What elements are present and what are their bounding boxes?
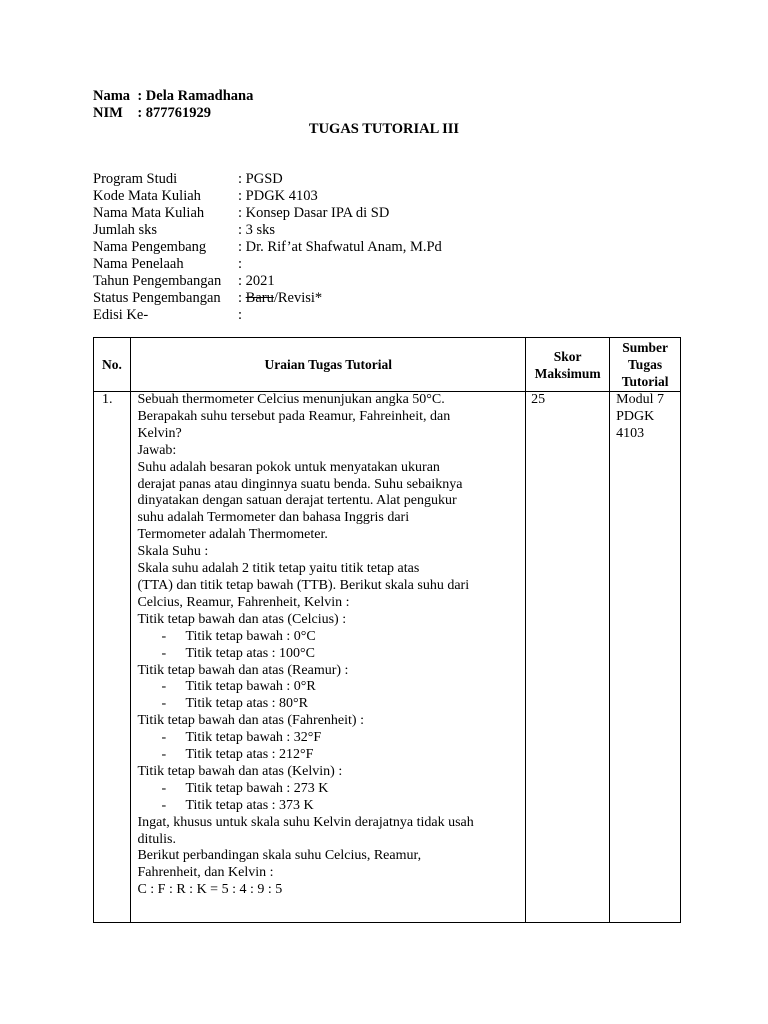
bullet-item [137,679,519,696]
bullet-text: Titik tetap atas : 80°R [185,696,308,712]
bullet-text: Titik tetap bawah : 0°C [185,628,316,644]
info-row [93,171,442,188]
info-value: : Dr. Rif’at Shafwatul Anam, M.Pd [238,239,442,255]
text-line: Sebuah thermometer Celcius menunjukan angka 50°C. [137,392,445,407]
info-row [93,307,442,324]
bullet-text: Titik tetap atas : 100°C [185,645,315,661]
info-row [93,290,442,307]
info-value: : PDGK 4103 [238,188,318,204]
course-info-block [93,171,442,324]
text-line: Berapakah suhu tersebut pada Reamur, Fahreinheit, dan [137,408,451,424]
info-label: Nama Pengembang [93,239,207,255]
text-line: C : F : R : K = 5 : 4 : 9 : 5 [137,882,283,898]
text-line: dinyatakan dengan satuan derajat tertentu. Alat pengukur [137,493,457,509]
info-value: : 3 sks [238,222,276,238]
bullet-item [137,798,519,815]
info-row [93,273,442,290]
row-number: 1. [94,392,131,923]
info-value: : PGSD [238,171,283,187]
dash-bullet-icon: - [161,797,167,813]
dash-bullet-icon: - [161,780,167,796]
row-sumber [610,392,681,923]
bullet-text: Titik tetap bawah : 0°R [185,679,316,695]
info-value: : [238,256,243,272]
bullet-text: Titik tetap atas : 212°F [185,747,314,763]
text-line: Skala Suhu : [137,544,209,560]
text-line: Jawab: [137,442,177,458]
text-line: (TTA) dan titik tetap bawah (TTB). Berikut skala suhu dari [137,577,470,593]
dash-bullet-icon: - [161,645,167,661]
text-line: Fahrenheit, dan Kelvin : [137,865,274,881]
info-row [93,256,442,273]
info-label: Edisi Ke- [93,307,149,323]
nim-value: 877761929 [145,105,212,121]
bullet-item [137,730,519,747]
info-label: Nama Mata Kuliah [93,205,205,221]
text-line: Titik tetap bawah dan atas (Celcius) : [137,611,347,627]
header-skor-line: Skor [553,348,582,364]
info-row [93,188,442,205]
dash-bullet-icon: - [161,730,167,746]
row-skor: 25 [526,392,610,923]
text-line: Ingat, khusus untuk skala suhu Kelvin derajatnya tidak usah [137,814,474,830]
bullet-item [137,696,519,713]
info-label: Jumlah sks [93,222,158,238]
tutorial-task-table [93,337,681,923]
header-uraian: Uraian Tugas Tutorial [131,338,526,392]
info-label: Tahun Pengembangan [93,273,222,289]
text-line: Termometer adalah Thermometer. [137,527,328,543]
sumber-line: Modul 7 [616,392,664,407]
bullet-text: Titik tetap atas : 373 K [185,797,314,813]
text-line: Celcius, Reamur, Fahrenheit, Kelvin : [137,594,350,610]
info-value-struck: Baru [245,290,274,306]
header-skor-line: Maksimum [534,365,601,381]
nama-value: Dela Ramadhana [145,88,254,104]
info-row [93,222,442,239]
header-skor [526,338,610,392]
header-sumber [610,338,681,392]
document-title: TUGAS TUTORIAL III [308,121,460,137]
info-value [238,290,322,307]
info-value: : [238,307,243,323]
info-value: : 2021 [238,273,275,289]
header-no: No. [94,338,131,392]
header-sumber-line: Tutorial [621,374,669,389]
nim-label: NIM [93,105,123,121]
text-line: Kelvin? [137,425,182,441]
row-uraian [131,392,526,923]
sumber-line: 4103 [616,425,645,441]
bullet-text: Titik tetap bawah : 273 K [185,780,329,796]
text-line: Suhu adalah besaran pokok untuk menyatakan ukuran [137,459,440,475]
text-line: Titik tetap bawah dan atas (Kelvin) : [137,763,343,779]
text-line: suhu adalah Termometer dan bahasa Inggris dari [137,510,410,526]
info-label: Program Studi [93,171,178,187]
info-value-rest: /Revisi* [273,290,323,306]
header-sumber-line: Tugas [628,357,663,372]
bullet-item [137,629,519,646]
info-row [93,205,442,222]
info-value-prefix: : [238,290,246,306]
bullet-item [137,781,519,798]
dash-bullet-icon: - [161,747,167,763]
nim-line: NIM : 877761929 [93,105,212,121]
bullet-text: Titik tetap bawah : 32°F [185,730,322,746]
dash-bullet-icon: - [161,696,167,712]
nama-label: Nama [93,88,131,104]
header-sumber-line: Sumber [622,340,668,355]
info-label: Nama Penelaah [93,256,184,272]
dash-bullet-icon: - [161,679,167,695]
text-line: Titik tetap bawah dan atas (Fahrenheit) : [137,713,364,729]
bullet-item [137,646,519,663]
text-line: Berikut perbandingan skala suhu Celcius, Reamur, [137,848,422,864]
nama-line: Nama : Dela Ramadhana [93,88,254,104]
sumber-line: PDGK [616,408,655,424]
table-row [94,392,681,923]
text-line: Titik tetap bawah dan atas (Reamur) : [137,662,349,678]
table-header-row [94,338,681,392]
text-line: derajat panas atau dinginnya suatu benda. Suhu sebaiknya [137,476,463,492]
bullet-item [137,747,519,764]
text-line: ditulis. [137,831,176,847]
info-row [93,239,442,256]
info-label: Status Pengembangan [93,290,221,306]
info-label: Kode Mata Kuliah [93,188,201,204]
info-value: : Konsep Dasar IPA di SD [238,205,390,221]
dash-bullet-icon: - [161,628,167,644]
text-line: Skala suhu adalah 2 titik tetap yaitu titik tetap atas [137,561,420,577]
